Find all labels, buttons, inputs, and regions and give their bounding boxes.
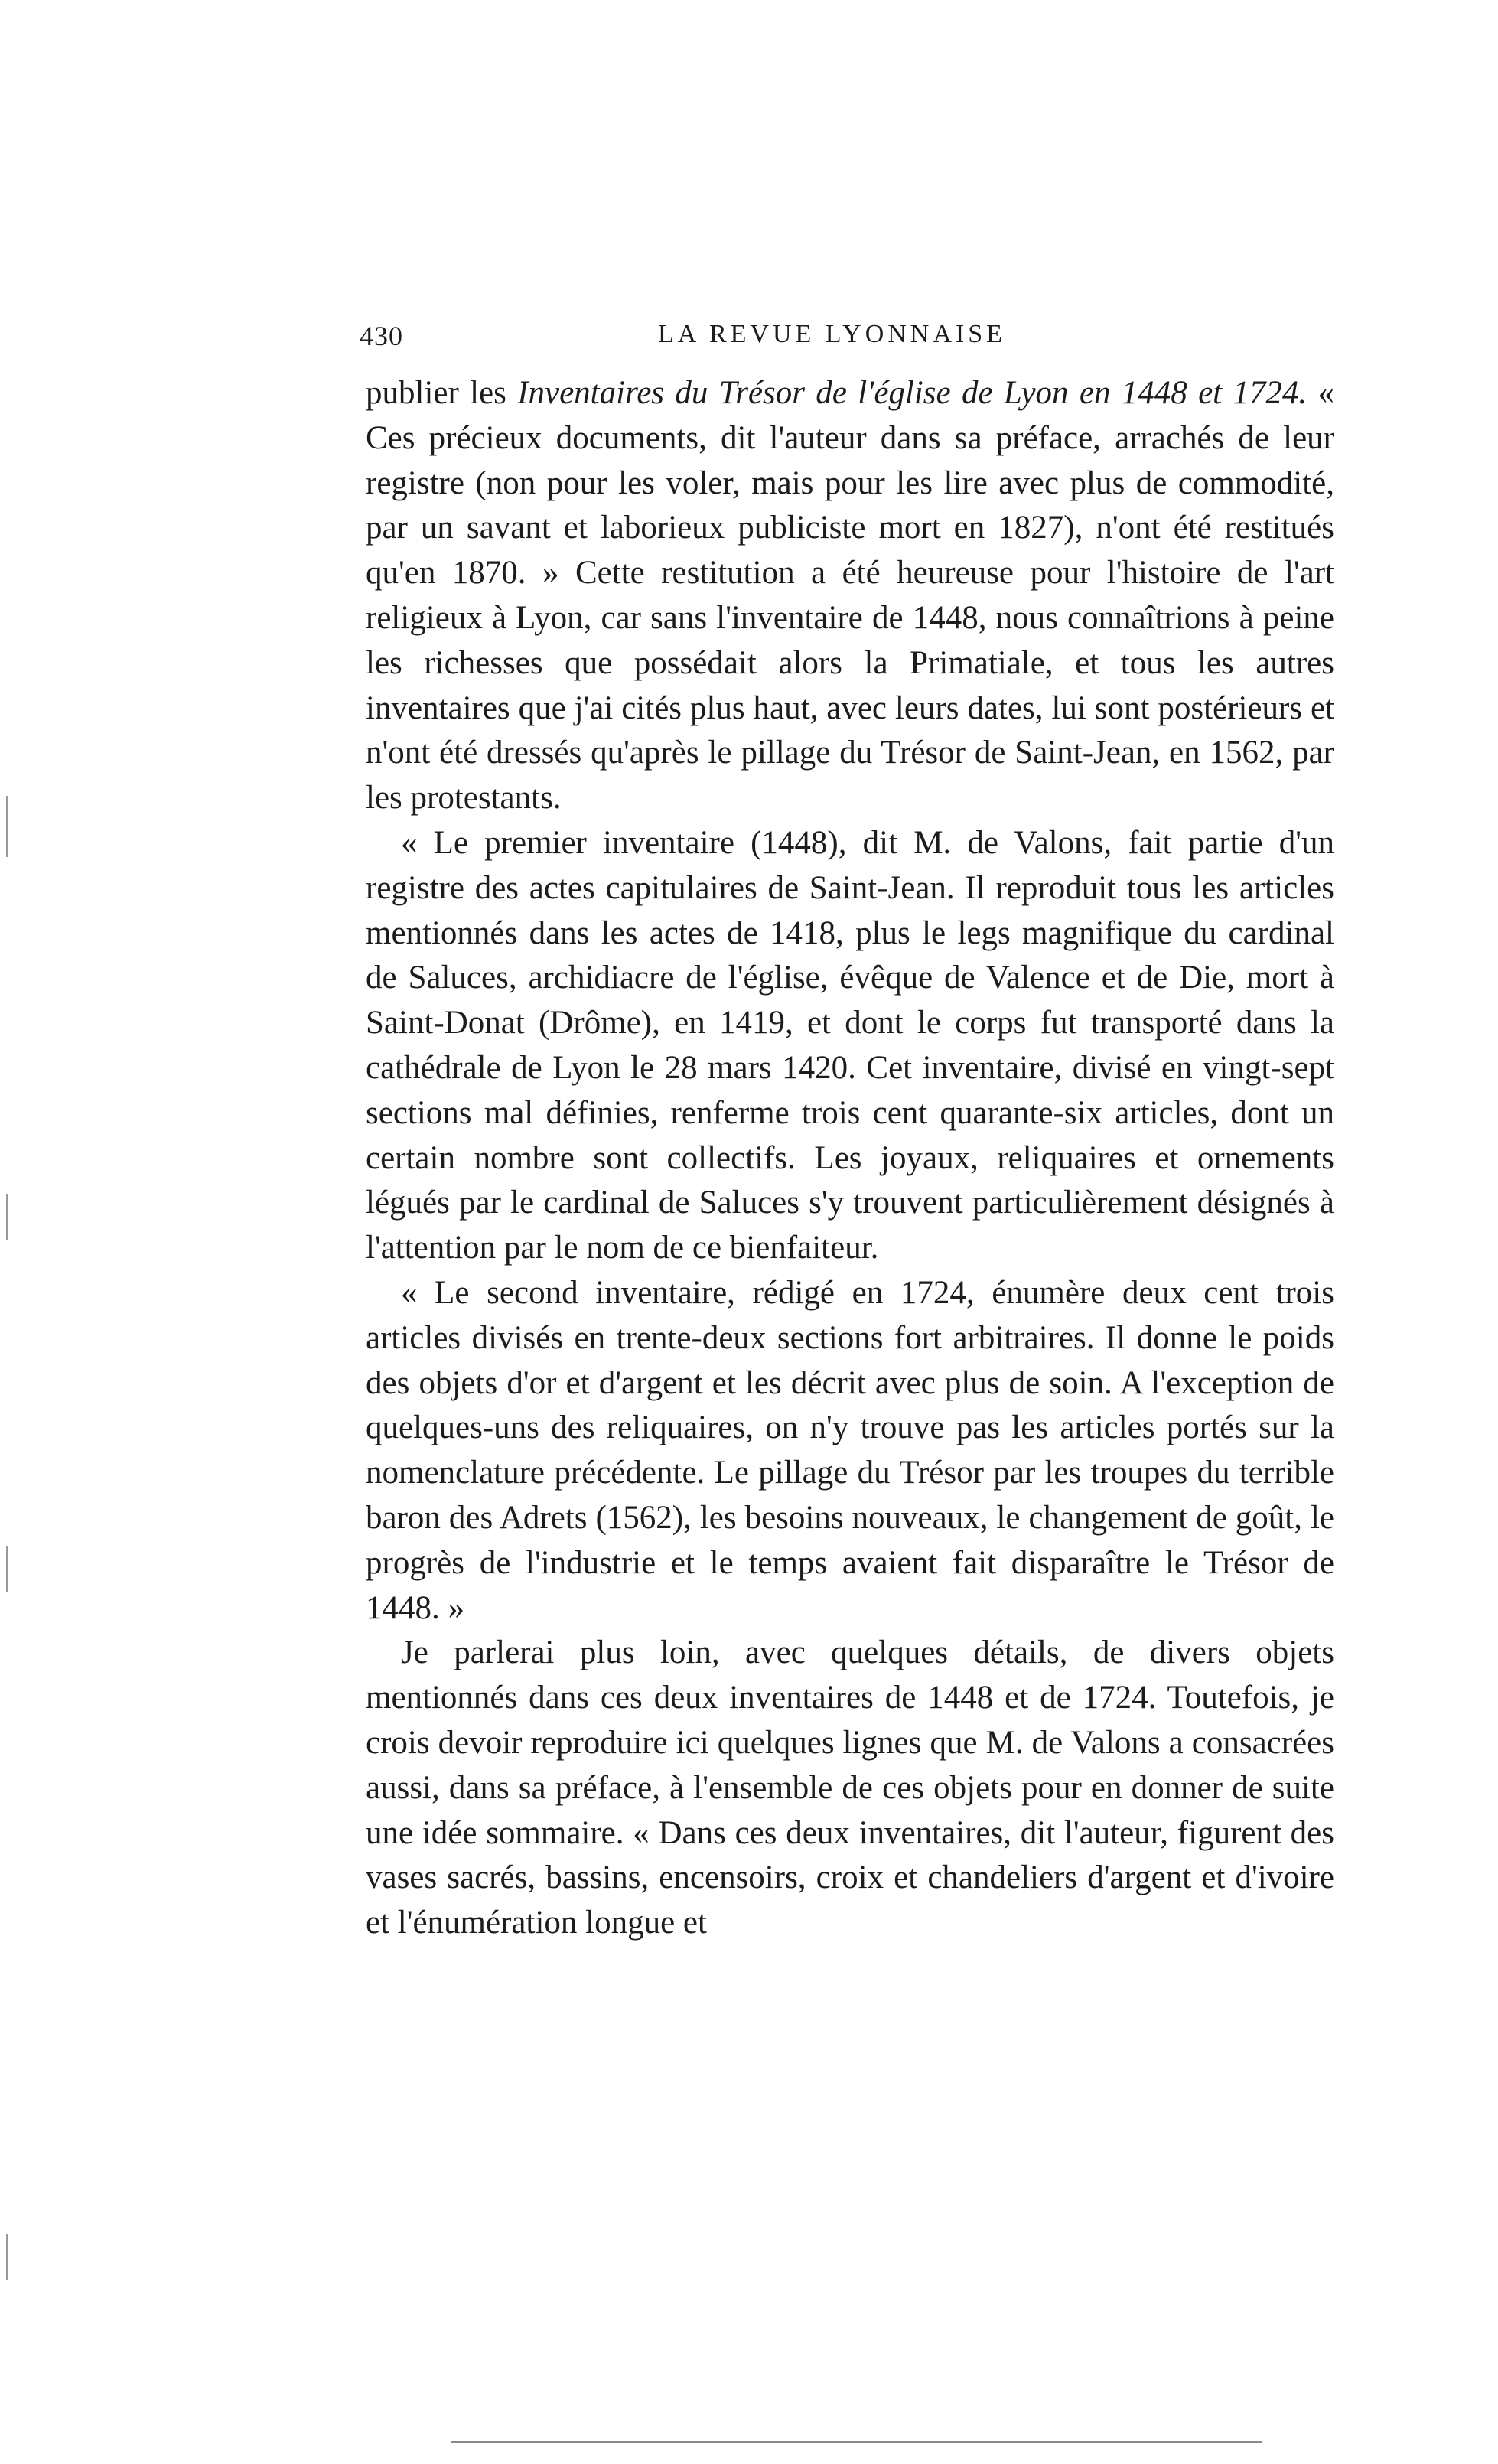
paragraph-2: « Le premier inventaire (1448), dit M. de Valons, fait partie d'un registre des actes capitulaires de Saint-Jean. Il reproduit tous les articles mentionnés dans les actes de 1418, plus le legs magnifique du cardinal de Saluces, archidiacre de l'église, évêque de Valence et de Die, mort à Saint-Donat (Drôme), en 1419, et dont le corps fut transporté dans la cathédrale de Lyon le 28 mars 1420. Cet inventaire, divisé en vingt-sept sections mal définies, renferme trois cent quarante-six articles, dont un certain nombre sont collectifs. Les joyaux, reliquaires et ornements légués par le cardinal de Saluces s'y trouvent particulièrement désignés à l'attention par le nom de ce bienfaiteur. (366, 824, 1334, 1266)
running-title: LA REVUE LYONNAISE (658, 320, 1006, 348)
paragraph-4: Je parlerai plus loin, avec quelques détails, de divers objets mentionnés dans ces deux inventaires de 1448 et de 1724. Toutefois, je crois devoir reproduire ici quelques lignes que M. de Valons a consacrées aussi, dans sa préface, à l'ensemble de ces objets pour en donner de suite une idée sommaire. « Dans ces deux inventaires, dit l'auteur, figurent des vases sacrés, bassins, encensoirs, croix et chandeliers d'argent et d'ivoire et l'énumération longue et (366, 1635, 1334, 1941)
body-text (366, 371, 1334, 1946)
paragraph-1 (366, 371, 1334, 821)
scan-edge-mark (6, 1194, 8, 1240)
scan-edge-mark (6, 1546, 8, 1592)
page-header (360, 320, 1316, 366)
scan-edge-mark (6, 796, 8, 857)
paragraph-1-lead: publier les (366, 375, 518, 411)
paragraph-3: « Le second inventaire, rédigé en 1724, énumère deux cent trois articles divisés en trente-deux sections fort arbitraires. Il donne le poids des objets d'or et d'argent et les décrit avec plus de soin. A l'exception de quelques-uns des reliquaires, on n'y trouve pas les articles portés sur la nomenclature précédente. Le pillage du Trésor par les troupes du terrible baron des Adrets (1562), les besoins nouveaux, le changement de goût, le progrès de l'industrie et le temps avaient fait disparaître le Trésor de 1448. » (366, 1274, 1334, 1626)
paragraph-1-rest: « Ces précieux documents, dit l'auteur dans sa préface, arrachés de leur registre (non pour les voler, mais pour les lire avec plus de commodité, par un savant et laborieux publiciste mort en 1827), n'ont été restitués qu'en 1870. » Cette restitution a été heureuse pour l'histoire de l'art religieux à Lyon, car sans l'inventaire de 1448, nous connaîtrions à peine les richesses que possédait alors la Primatiale, et tous les autres inventaires que j'ai cités plus haut, avec leurs dates, lui sont postérieurs et n'ont été dressés qu'après le pillage du Trésor de Saint-Jean, en 1562, par les protestants. (366, 375, 1334, 816)
inventory-title: Inventaires du Trésor de l'église de Lyon en 1448 et 1724. (517, 375, 1307, 411)
bottom-rule (451, 2441, 1262, 2443)
scan-edge-mark (6, 2234, 8, 2280)
page-number: 430 (360, 321, 403, 351)
